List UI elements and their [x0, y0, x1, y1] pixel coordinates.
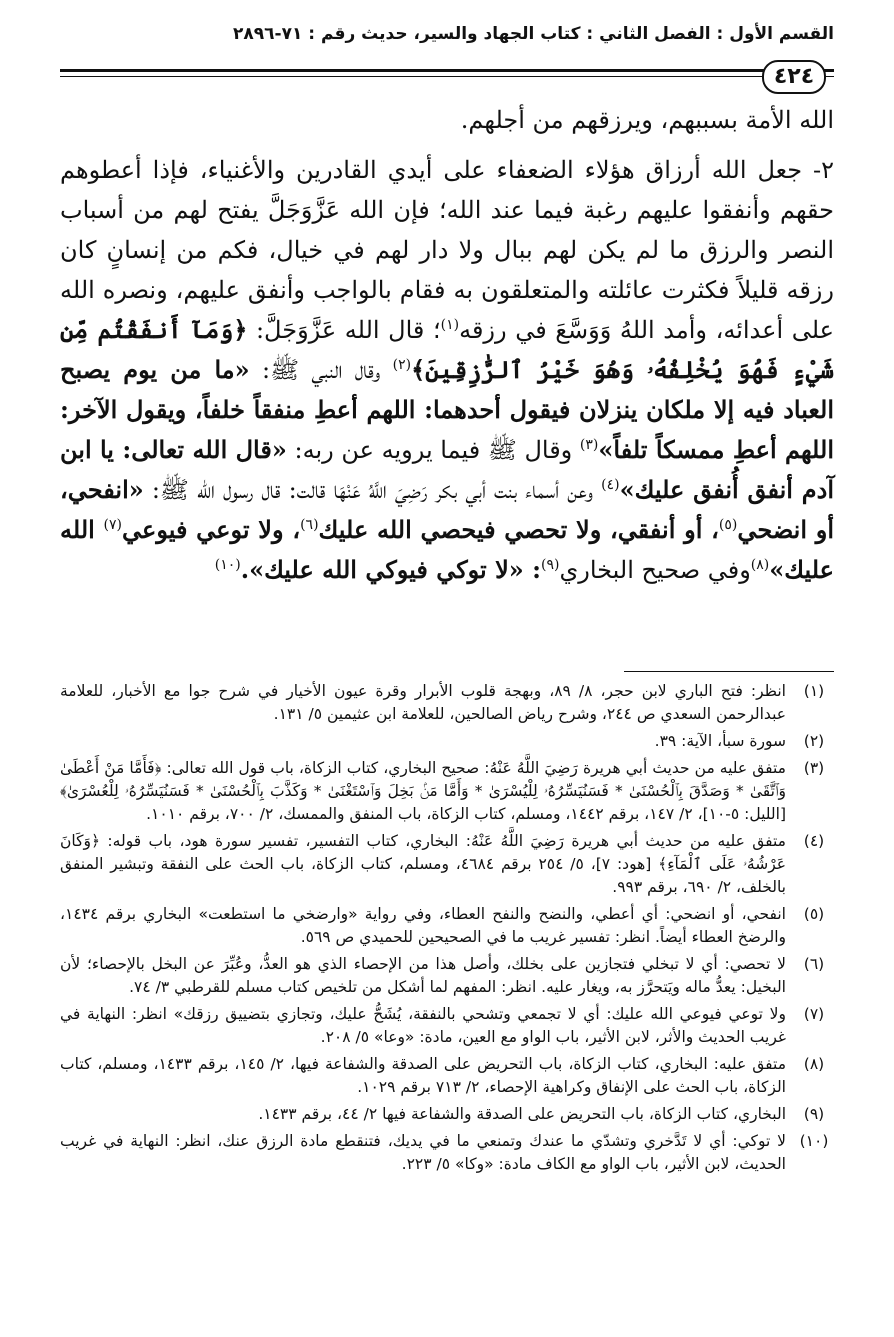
- footnote-number: (٨): [803, 1055, 825, 1073]
- footnote-text: لا تحصي: أي لا تبخلي فتجازين على بخلك، وأصل هذا من الإحصاء الذي هو العدُّ، وعُبِّرَ عن البخل بالإحصاء؛ لأن البخيل: يعدُّ ماله ويَتحرَّز به، ويغار عليه. انظر: المفهم لما أشكل من تلخيص كتاب مسلم للقرطبي ٣/ ٧٤.: [60, 955, 786, 996]
- footnote-text: انفحي، أو انضحي: أي أعطي، والنضح والنفح العطاء، وفي رواية «وارضخي ما استطعت» البخاري برقم ١٤٣٤، والرضخ العطاء أيضاً. انظر: تفسير غريب ما في الصحيحين للحميدي ص ٥٦٩.: [60, 905, 786, 946]
- footnote-number: (٩): [803, 1105, 825, 1123]
- footnote: [60, 953, 834, 999]
- footnote-ref: (٥): [718, 517, 738, 533]
- footnote: [60, 830, 834, 899]
- footnote-text: البخاري، كتاب الزكاة، باب التحريض على الصدقة والشفاعة فيها ٢/ ٤٤، برقم ١٤٣٣.: [258, 1105, 786, 1123]
- footnote: [60, 903, 834, 949]
- hadith-quote: : «لا توكي فيوكي الله عليك».: [240, 555, 541, 584]
- footnote-ref: (٢): [392, 357, 412, 373]
- footnote-number: (٣): [803, 759, 825, 777]
- running-head: القسم الأول : الفصل الثاني : كتاب الجهاد والسير، حديث رقم : ٧١-٢٨٩٦: [233, 24, 834, 44]
- footnote-divider: [624, 671, 834, 672]
- footnote: [60, 1103, 834, 1126]
- body-text: وعن أسماء بنت أبي بكر رَضِيَ اللَّهُ عَنْهَا قالت: قال رسول الله ﷺ:: [151, 476, 602, 504]
- footnote: [60, 680, 834, 726]
- footnote: [60, 730, 834, 753]
- footnote-number: (٥): [803, 905, 825, 923]
- footnote-number: (٧): [803, 1005, 825, 1023]
- footnote-number: (٦): [803, 955, 825, 973]
- footnote-text: ولا توعي فيوعي الله عليك: أي لا تجمعي وتشحي بالنفقة، يُشَحُّ عليك، وتجازي بتضييق رزقك» انظر: النهاية في غريب الحديث والأثر، لابن الأثير، باب الواو مع العين، مادة: «وعا» ٥/ ٢٠٨.: [60, 1005, 786, 1046]
- hadith-quote: ، أو أنفقي، ولا تحصي فيحصي الله عليك: [318, 515, 719, 544]
- footnote: [60, 1053, 834, 1099]
- hadith-quote: الله عليك»: [60, 515, 834, 584]
- footnote-ref: (٦): [300, 517, 319, 533]
- header-rule-thin: [60, 76, 834, 77]
- footnote-number: (٢): [803, 732, 825, 750]
- footnote-ref: (١٠): [214, 557, 241, 573]
- footnote-ref: (٧): [103, 517, 122, 533]
- footnote-number: (١٠): [799, 1132, 829, 1150]
- hadith-quote: «انفحي، أو انضحي: [60, 475, 834, 544]
- footnote-ref: (٣): [579, 437, 599, 453]
- page-number: ٤٢٤: [762, 60, 826, 94]
- main-text: [60, 100, 834, 590]
- footnote-text: متفق عليه: البخاري، كتاب الزكاة، باب التحريض على الصدقة والشفاعة فيها، ٢/ ١٤٥، برقم ١٤٣٣، ومسلم، كتاب الزكاة، باب الحث على الإنفاق وكراهية الإحصاء، ٢/ ٧١٣ برقم ١٠٢٩.: [60, 1055, 787, 1096]
- body-text: وقال النبي ﷺ:: [262, 356, 393, 384]
- footnote-number: (١): [803, 682, 825, 700]
- body-text: ؛ قال الله عَزَّوَجَلَّ:: [255, 316, 441, 344]
- footnote-ref: (٤): [601, 477, 620, 493]
- hadith-quote: «قال الله تعالى: يا ابن آدم أنفق أُنفق عليك»: [60, 435, 834, 504]
- body-text: ٢- جعل الله أرزاق هؤلاء الضعفاء على أيدي القادرين والأغنياء، فإذا أعطوهم حقهم وأنفقوا عليهم رغبة فيما عند الله؛ فإن الله عَزَّوَجَلَّ يفتح لهم من أسباب النصر والرزق ما لم يكن لهم ببال ولا دار لهم في خيال، فكم من إنسانٍ كان رزقه قليلاً فكثرت عائلته والمتعلقون به فقام بالواجب وأنفق عليهم، ونصره الله على أعدائه، وأمد اللهُ وَوَسَّعَ في رزقه: [60, 156, 834, 344]
- footnote-ref: (١): [440, 317, 460, 333]
- intro-paragraph: الله الأمة بسببهم، ويرزقهم من أجلهم.: [460, 106, 834, 134]
- body-text: وفي صحيح البخاري: [559, 556, 751, 584]
- footnote-text: متفق عليه من حديث أبي هريرة رَضِيَ اللَّهُ عَنْهُ: البخاري، كتاب التفسير، تفسير سورة هود، باب قوله: ﴿وَكَانَ عَرْشُهُۥ عَلَى ٱلْمَآءِ﴾ [هود: ٧]، ٥/ ٢٥٤ برقم ٤٦٨٤، ومسلم، كتاب الزكاة، باب الحث على النفقة وتبشير المنفق بالخلف، ٢/ ٦٩٠، برقم ٩٩٣.: [60, 832, 787, 896]
- page-header: [60, 24, 834, 89]
- body-paragraph: [60, 150, 834, 590]
- footnote: [60, 1003, 834, 1049]
- hadith-quote: «ما من يوم يصبح العباد فيه إلا ملكان ينزلان فيقول أحدهما: اللهم أعطِ منفقاً خلفاً، ويقول الآخر: اللهم أعطِ ممسكاً تلفاً»: [60, 355, 834, 464]
- footnote: [60, 757, 834, 826]
- footnote-number: (٤): [803, 832, 825, 850]
- footnote-text: انظر: فتح الباري لابن حجر، ٨/ ٨٩، وبهجة قلوب الأبرار وقرة عيون الأخيار في شرح جوا مع الأخبار، للعلامة عبدالرحمن السعدي ص ٢٤٤، وشرح رياض الصالحين، للعلامة ابن عثيمين ٥/ ١٣١.: [60, 682, 786, 723]
- footnote-text: سورة سبأ، الآية: ٣٩.: [654, 732, 786, 750]
- footnote-ref: (٨): [750, 557, 770, 573]
- footnotes: [60, 680, 834, 1180]
- quran-verse: ﴿وَمَآ أَنفَقْتُم مِّن شَيْءٍ فَهُوَ يُخْلِفُهُۥ وَهُوَ خَيْرُ ٱلرَّٰزِقِينَ﴾: [60, 315, 834, 384]
- body-text: وقال ﷺ فيما يرويه عن ربه:: [294, 436, 580, 464]
- footnote-text: لا توكي: أي لا تَدَّخري وتشدّي ما عندك وتمنعي ما في يديك، فتنقطع مادة الرزق عنك، انظر: النهاية في غريب الحديث، لابن الأثير، باب الواو مع الكاف مادة: «وكا» ٥/ ٢٢٣.: [60, 1132, 786, 1173]
- footnote-text: متفق عليه من حديث أبي هريرة رَضِيَ اللَّهُ عَنْهُ: صحيح البخاري، كتاب الزكاة، باب قول الله تعالى: ﴿فَأَمَّا مَنْ أَعْطَىٰ وَٱتَّقَىٰ * وَصَدَّقَ بِٱلْحُسْنَىٰ * فَسَنُيَسِّرُهُۥ لِلْيُسْرَىٰ * وَأَمَّا مَنۢ بَخِلَ وَٱسْتَغْنَىٰ * وَكَذَّبَ بِٱلْحُسْنَىٰ * فَسَنُيَسِّرُهُۥ لِلْعُسْرَىٰ﴾ [الليل: ٥-١٠]، ٢/ ١٤٧، برقم ١٤٤٢، ومسلم، كتاب الزكاة، باب المنفق والممسك، ٢/ ٧٠٠، برقم ١٠١٠.: [60, 759, 786, 823]
- hadith-quote: ، ولا توعي فيوعي: [122, 515, 301, 544]
- footnote: [60, 1130, 834, 1176]
- header-rule: [60, 69, 834, 72]
- footnote-ref: (٩): [540, 557, 560, 573]
